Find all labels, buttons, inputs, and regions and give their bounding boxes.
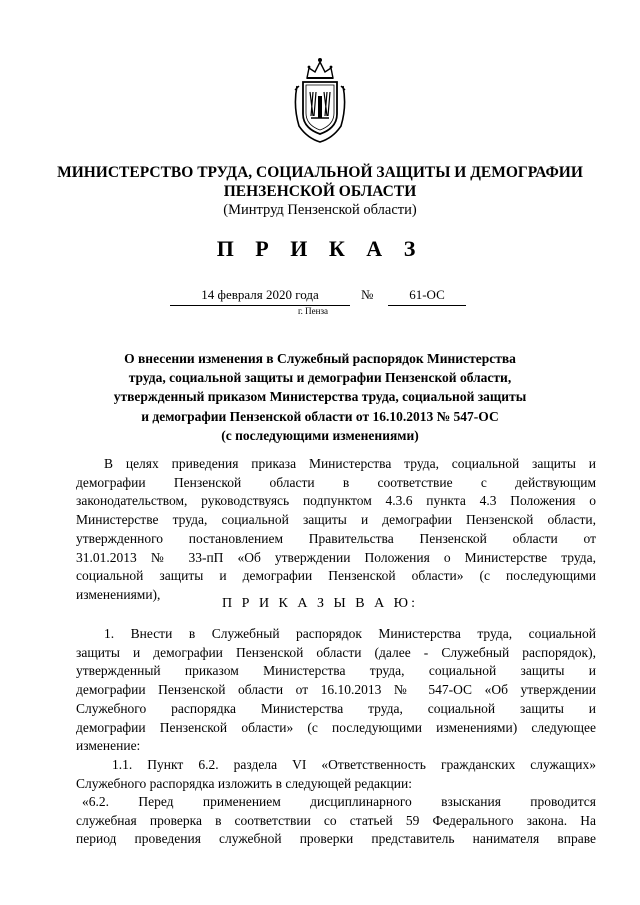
title-line: труда, социальной защиты и демографии Пензенской области, [128, 370, 512, 386]
item-line: Служебного распорядка изложить в следующей редакции: [76, 775, 412, 791]
preamble-line: В целях приведения приказа Министерства труда, социальной защиты и [104, 456, 596, 471]
item-1-paragraph [76, 625, 596, 756]
order-number: 61-ОС [409, 287, 445, 302]
document-type-heading: П Р И К А З [216, 236, 424, 261]
title-line: и демографии Пензенской области от 16.10.2013 № 547-ОС [141, 408, 499, 424]
item-line: защиты и демографии Пензенской области (далее - Служебный распорядок), [76, 644, 596, 660]
item-1-1-paragraph [76, 756, 596, 793]
item-line: период проведения служебной проверки представитель нанимателя вправе [76, 831, 596, 847]
item-line: демографии Пензенской области от 16.10.2013 № 547-ОС «Об утверждении [76, 682, 596, 698]
item-line: «6.2. Перед применением дисциплинарного взыскания проводится [82, 794, 596, 809]
preamble-line: утвержденного постановлением Правительства Пензенской области от [76, 530, 596, 546]
ministry-name-line2: ПЕНЗЕНСКОЙ ОБЛАСТИ [223, 183, 417, 200]
preamble-line: 31.01.2013 № 33-пП «Об утверждении Положения о Министерстве труда, [76, 549, 596, 565]
number-underline [388, 305, 466, 306]
item-line: изменение: [76, 738, 141, 754]
preamble-line: Министерстве труда, социальной защиты и демографии Пензенской области, [76, 512, 596, 528]
preamble-paragraph [76, 455, 596, 605]
item-line: служебная проверка в соответствии со статьей 59 Федерального закона. На [76, 812, 596, 828]
preamble-line: демографии Пензенской области в соответствие с действующим [76, 474, 596, 490]
preamble-line: законодательством, руководствуясь подпунктом 4.3.6 пункта 4.3 Положения о [76, 493, 596, 509]
title-line: утвержденный приказом Министерства труда, социальной защиты [113, 389, 527, 405]
city-label: г. Пенза [298, 306, 329, 316]
order-date: 14 февраля 2020 года [201, 287, 319, 302]
item-line: Служебного распорядка Министерства труда, социальной защиты и [76, 700, 596, 716]
number-sign: № [361, 287, 374, 302]
order-directive-word: П Р И К А З Ы В А Ю: [222, 596, 418, 611]
ministry-name-line1: МИНИСТЕРСТВО ТРУДА, СОЦИАЛЬНОЙ ЗАЩИТЫ И ДЕМОГРАФИИ [57, 164, 583, 181]
title-line: (с последующими изменениями) [221, 427, 419, 443]
title-line: О внесении изменения в Служебный распорядок Министерства [124, 351, 516, 366]
item-line: демографии Пензенской области» (с последующими изменениями) следующее [76, 719, 596, 735]
item-line: 1. Внести в Служебный распорядок Министерства труда, социальной [104, 626, 596, 641]
order-title [80, 349, 560, 445]
ministry-short-name: (Минтруд Пензенской области) [223, 202, 417, 218]
item-line: 1.1. Пункт 6.2. раздела VI «Ответственность гражданских служащих» [112, 757, 596, 772]
preamble-line: социальной защиты и демографии Пензенской области» (с последующими [76, 568, 596, 584]
item-6-2-paragraph [76, 793, 596, 849]
coat-of-arms-icon [289, 56, 351, 144]
preamble-line: изменениями), [76, 586, 161, 602]
item-line: утвержденный приказом Министерства труда, социальной защиты и [76, 663, 596, 679]
